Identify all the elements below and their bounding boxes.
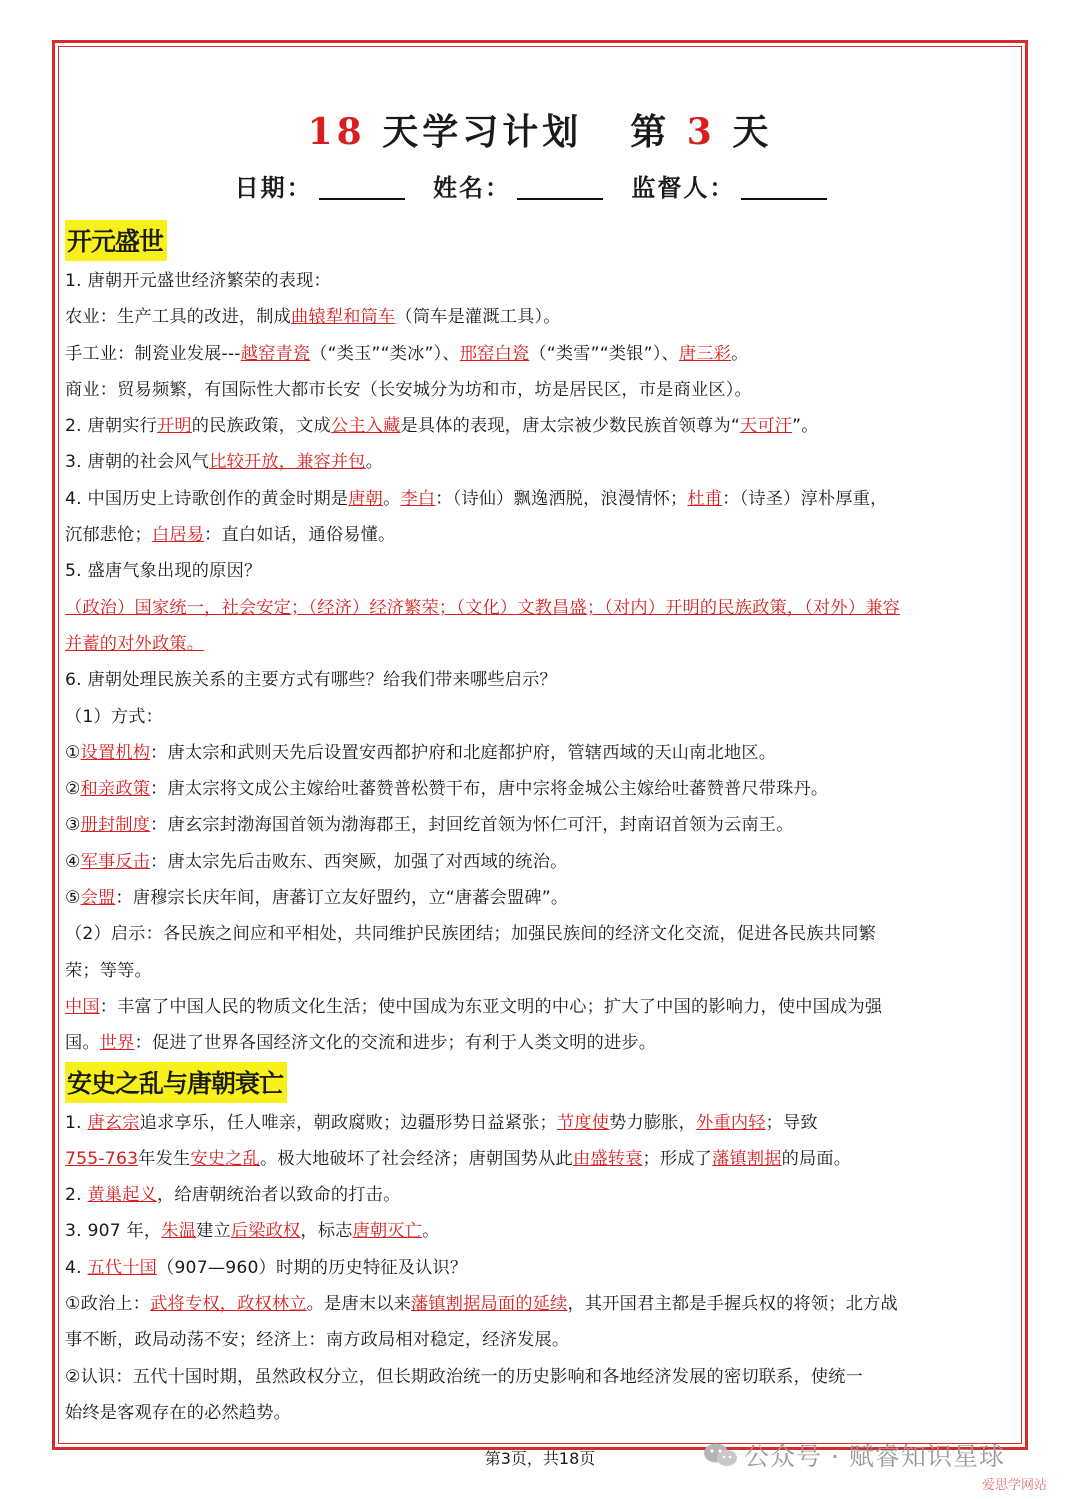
content [65, 220, 1017, 1431]
text-line: （1）方式： [65, 706, 164, 727]
text-line: 荣；等等。 [65, 960, 152, 981]
page-title [0, 104, 1080, 155]
section-heading-kaiyuan: 开元盛世 [65, 220, 167, 261]
text-line: ⑤会盟：唐穆宗长庆年间，唐蕃订立友好盟约，立“唐蕃会盟碑”。 [65, 888, 569, 909]
date-blank[interactable] [319, 174, 405, 200]
text-line: 1. 唐玄宗追求享乐，任人唯亲，朝政腐败；边疆形势日益紧张；节度使势力膨胀，外重内轻；导致 [65, 1112, 818, 1133]
text-line: 755-763年发生安史之乱。极大地破坏了社会经济；唐朝国势从此由盛转衰；形成了藩镇割据的局面。 [65, 1148, 852, 1169]
text-line: 6. 唐朝处理民族关系的主要方式有哪些？给我们带来哪些启示？ [65, 670, 557, 691]
title-text: 天学习计划 [382, 111, 583, 153]
text-line: ②和亲政策：唐太宗将文成公主嫁给吐蕃赞普松赞干布，唐中宗将金城公主嫁给吐蕃赞普尺带珠丹。 [65, 779, 829, 800]
supervisor-label: 监督人： [631, 173, 736, 202]
watermark [702, 1437, 1005, 1473]
text-line: 国。世界：促进了世界各国经济文化的交流和进步；有利于人类文明的进步。 [65, 1033, 657, 1054]
text-line: 4. 中国历史上诗歌创作的黄金时期是唐朝。李白：（诗仙）飘逸洒脱，浪漫情怀；杜甫：（诗圣）淳朴厚重， [65, 488, 888, 509]
text-line: ①设置机构：唐太宗和武则天先后设置安西都护府和北庭都护府，管辖西域的天山南北地区。 [65, 742, 777, 763]
date-label: 日期： [234, 173, 313, 202]
text-line: 中国：丰富了中国人民的物质文化生活；使中国成为东亚文明的中心；扩大了中国的影响力，使中国成为强 [65, 996, 883, 1017]
name-blank[interactable] [517, 174, 603, 200]
text-line: 1. 唐朝开元盛世经济繁荣的表现： [65, 271, 331, 291]
supervisor-blank[interactable] [741, 174, 827, 200]
text-line: （2）启示：各民族之间应和平相处，共同维护民族团结；加强民族间的经济文化交流，促进各民族共同繁 [65, 924, 876, 945]
text-line: （政治）国家统一，社会安定；（经济）经济繁荣；（文化）文教昌盛；（对内）开明的民族政策，（对外）兼容 [65, 597, 900, 618]
text-line: 事不断，政局动荡不安；经济上：南方政局相对稳定，经济发展。 [65, 1330, 570, 1351]
text-line: 2. 黄巢起义，给唐朝统治者以致命的打击。 [65, 1185, 401, 1206]
text-line: 农业：生产工具的改进，制成曲辕犁和筒车（筒车是灌溉工具）。 [65, 307, 561, 328]
text-line: 始终是客观存在的必然趋势。 [65, 1402, 292, 1423]
watermark-text: 公众号 · 赋睿知识星球 [744, 1442, 1005, 1471]
text-line: 4. 五代十国（907—960）时期的历史特征及认识？ [65, 1257, 468, 1278]
text-line: ④军事反击：唐太宗先后击败东、西突厥，加强了对西域的统治。 [65, 851, 568, 872]
title-prefix: 第 [630, 111, 671, 153]
title-day-count: 18 [307, 111, 366, 153]
text-line: 5. 盛唐气象出现的原因？ [65, 561, 262, 582]
text-line: 3. 907 年，朱温建立后梁政权，标志唐朝灭亡。 [65, 1221, 440, 1242]
text-line: ①政治上：武将专权，政权林立。是唐末以来藩镇割据局面的延续，其开国君主都是手握兵权的将领；北方战 [65, 1294, 898, 1315]
text-line: 3. 唐朝的社会风气比较开放，兼容并包。 [65, 452, 384, 473]
title-suffix: 天 [732, 111, 773, 153]
text-line: ③册封制度：唐玄宗封渤海国首领为渤海郡王，封回纥首领为怀仁可汗，封南诏首领为云南王。 [65, 815, 794, 836]
title-day-number: 3 [686, 111, 716, 153]
name-label: 姓名： [433, 173, 511, 202]
page-number: 第3页，共18页 [484, 1449, 596, 1468]
text-line: 手工业：制瓷业发展---越窑青瓷（“类玉”“类冰”）、邢窑白瓷（“类雪”“类银”）、唐三彩。 [65, 343, 749, 364]
wechat-icon [702, 1442, 740, 1468]
text-line: 沉郁悲怆；白居易：直白如话，通俗易懂。 [65, 525, 396, 546]
text-line: 2. 唐朝实行开明的民族政策，文成公主入藏是具体的表现，唐太宗被少数民族首领尊为“天可汗”。 [65, 416, 819, 437]
text-line: 商业：贸易频繁，有国际性大都市长安（长安城分为坊和市，坊是居民区，市是商业区）。 [65, 379, 752, 400]
meta-fields [0, 168, 1080, 203]
section-heading-anshi: 安史之乱与唐朝衰亡 [65, 1062, 287, 1103]
corner-watermark: 爱思学网站 [982, 1478, 1048, 1493]
text-line: ②认识：五代十国时期，虽然政权分立，但长期政治统一的历史影响和各地经济发展的密切联系，使统一 [65, 1366, 864, 1387]
text-line: 并蓄的对外政策。 [65, 633, 205, 654]
